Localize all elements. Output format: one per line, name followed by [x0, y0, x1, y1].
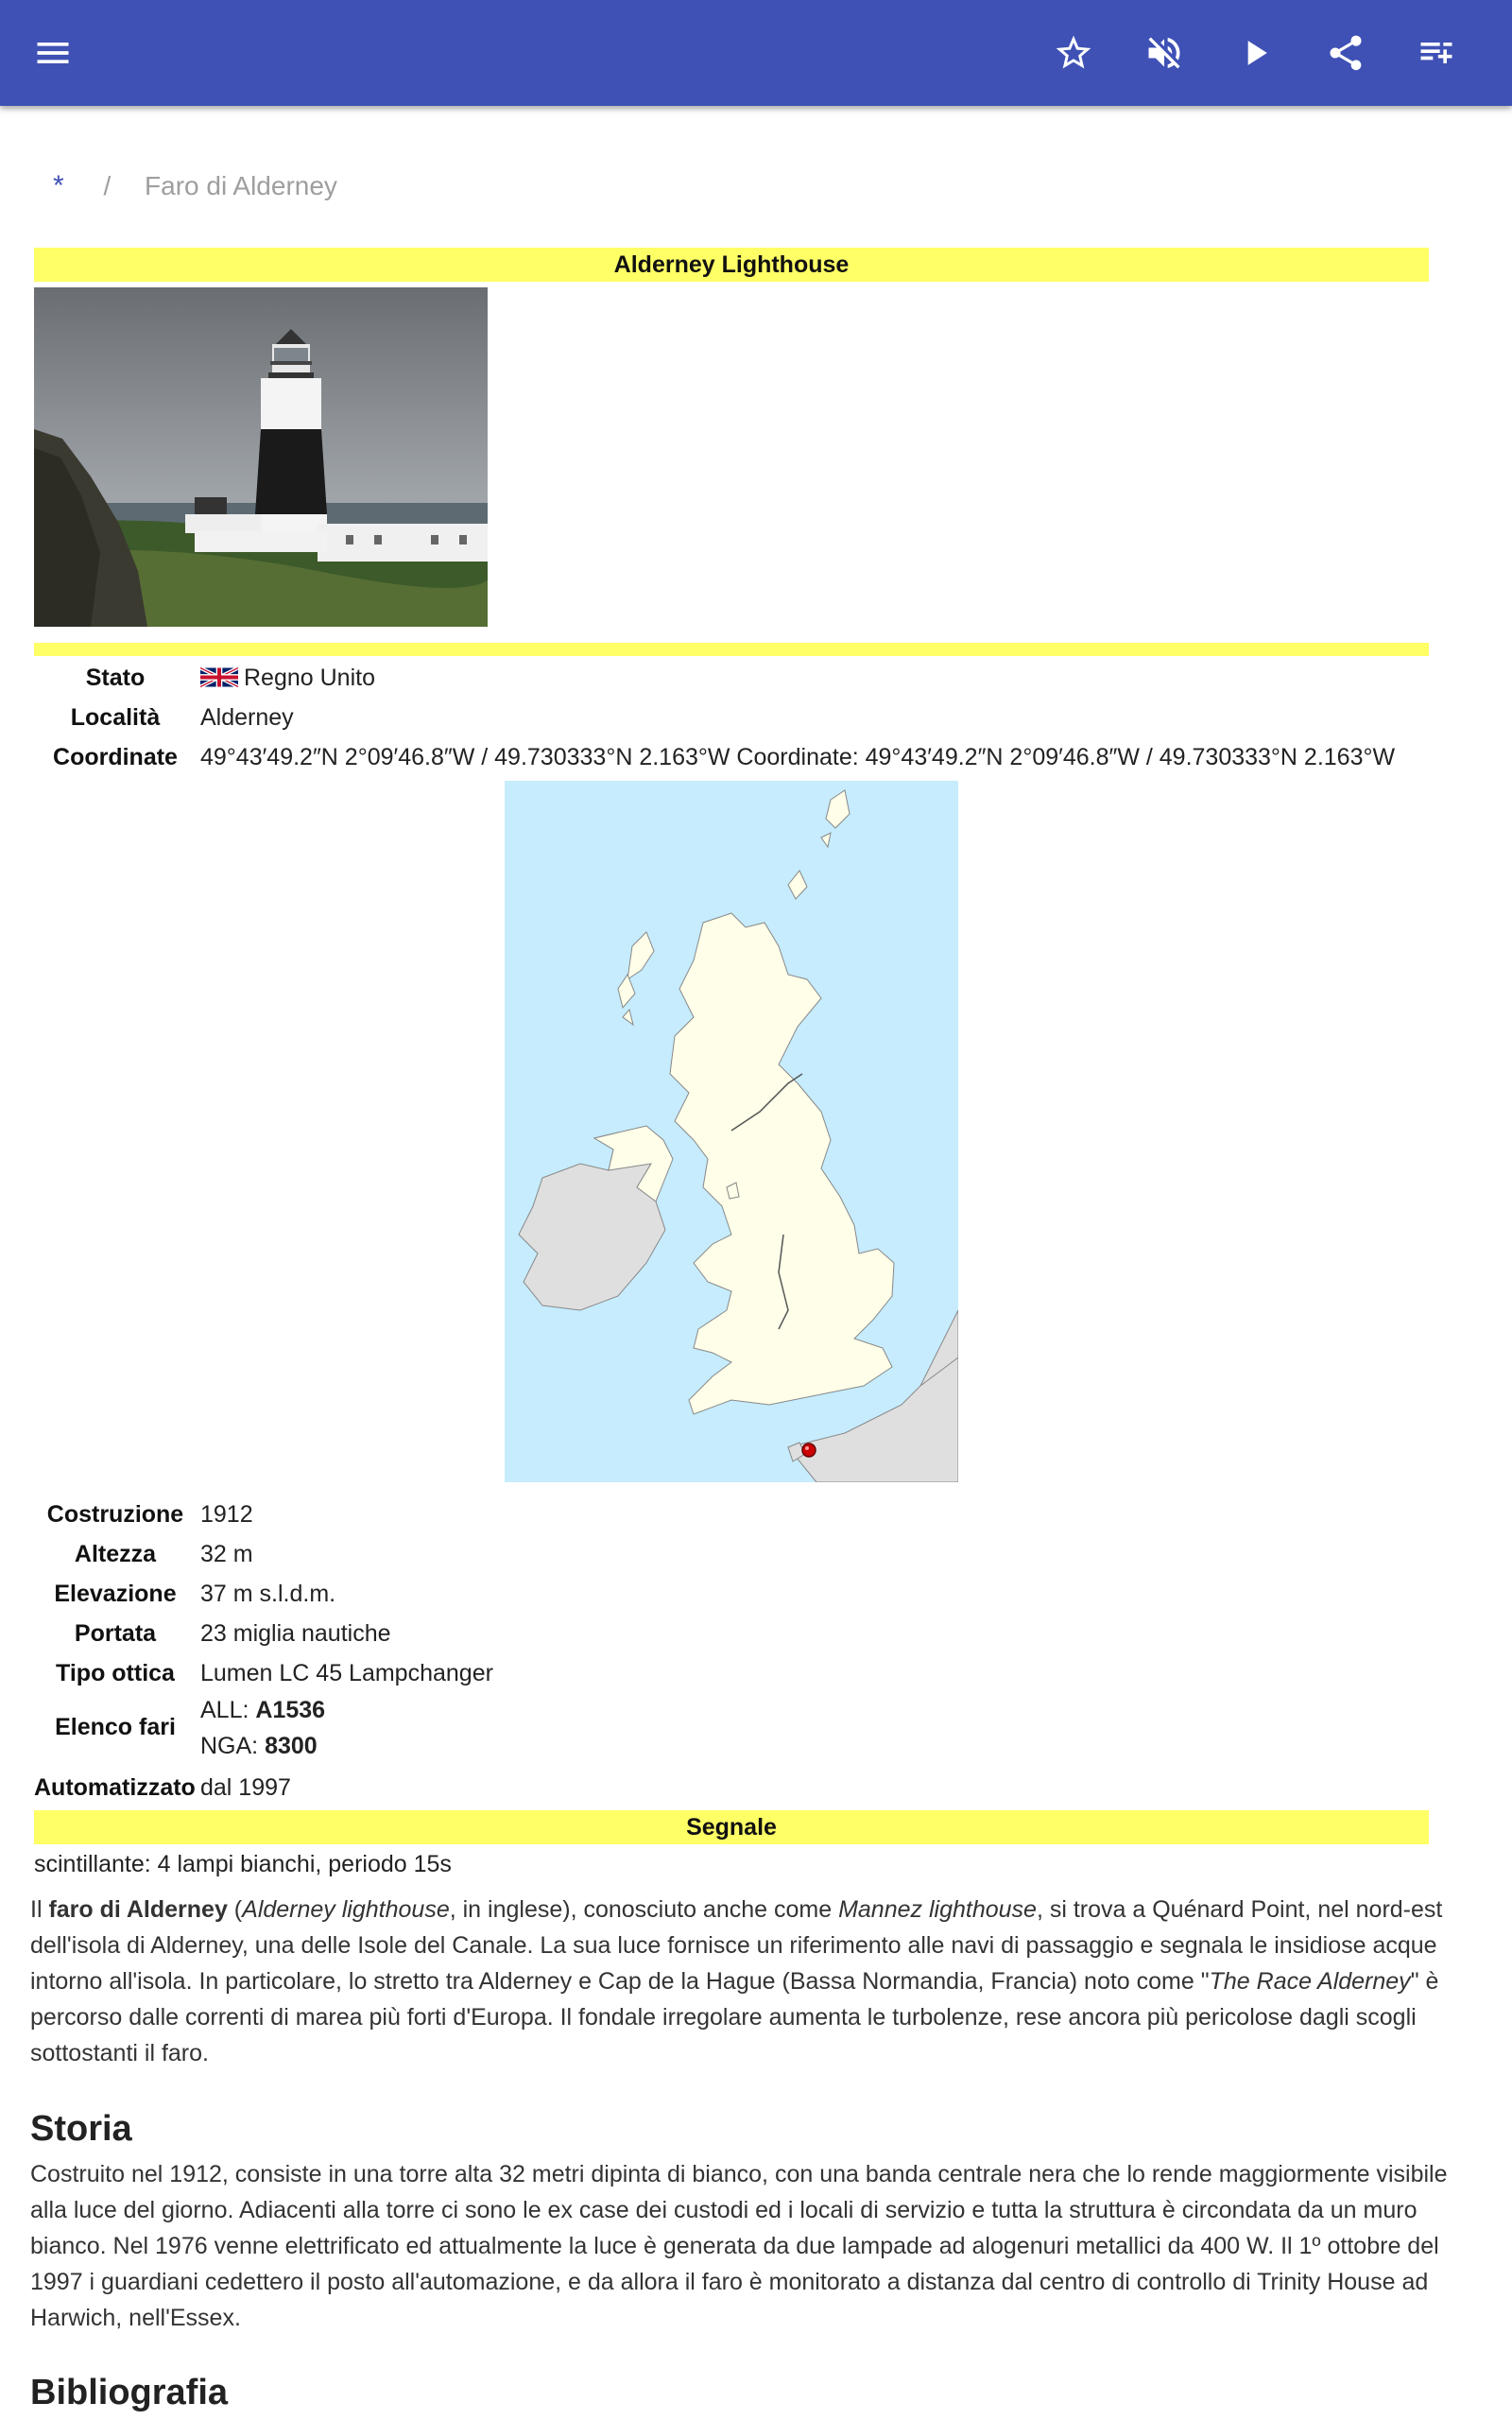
playlist-icon[interactable]	[1410, 26, 1463, 79]
intro-text-5: " è percorso dalle correnti di marea più forti d'Europa. Il fondale irregolare aumenta le turbolenze, rese ancora più pericolose dagli scogli sottostanti il faro.	[30, 1968, 1439, 2066]
elenco-fari-label: Elenco fari	[55, 1714, 176, 1740]
menu-icon[interactable]	[26, 26, 79, 79]
intro-italic-alt-name: Mannez lighthouse	[838, 1896, 1037, 1923]
costruzione-value: 1912	[200, 1501, 253, 1528]
location-map[interactable]	[505, 781, 958, 1482]
intro-text-1: Il	[30, 1896, 49, 1923]
uk-flag-icon	[200, 667, 238, 687]
tipo-ottica-label: Tipo ottica	[56, 1660, 175, 1686]
nga-prefix: NGA:	[200, 1733, 266, 1759]
play-icon[interactable]	[1228, 26, 1281, 79]
segnale-value: scintillante: 4 lampi bianchi, periodo 15s	[34, 1851, 452, 1877]
elevazione-label: Elevazione	[54, 1581, 177, 1607]
intro-italic-english-name: Alderney lighthouse	[242, 1896, 450, 1923]
infobox-title: Alderney Lighthouse	[34, 248, 1429, 282]
stato-value	[200, 665, 375, 692]
all-code: A1536	[255, 1697, 326, 1723]
altezza-value: 32 m	[200, 1541, 253, 1567]
breadcrumb	[53, 170, 337, 202]
storia-heading: Storia	[30, 2109, 132, 2149]
intro-paragraph	[30, 1892, 1486, 2071]
intro-bold-title: faro di Alderney	[48, 1896, 228, 1923]
all-prefix: ALL:	[200, 1697, 256, 1723]
star-outline-icon[interactable]	[1047, 26, 1100, 79]
segnale-header: Segnale	[34, 1810, 1429, 1844]
stato-label: Stato	[85, 665, 146, 691]
elenco-fari-all	[200, 1697, 325, 1724]
coordinate-value[interactable]: 49°43′49.2″N 2°09′46.8″W / 49.730333°N 2.163°W Coordinate: 49°43′49.2″N 2°09′46.8″W / 49.730333°N 2.163°W	[200, 744, 1396, 770]
intro-text-3: , in inglese), conosciuto anche come	[449, 1896, 839, 1923]
elevazione-value[interactable]: 37 m s.l.d.m.	[200, 1581, 336, 1607]
intro-italic-race: The Race Alderney	[1209, 1968, 1411, 1995]
localita-label: Località	[70, 704, 161, 731]
breadcrumb-current: Faro di Alderney	[145, 171, 337, 200]
portata-value: 23 miglia nautiche	[200, 1620, 391, 1647]
storia-paragraph: Costruito nel 1912, consiste in una torre alta 32 metri dipinta di bianco, con una banda centrale nera che lo rende maggiormente visibile alla luce del giorno. Adiacenti alla torre ci sono le ex case dei custodi ed i locali di servizio e tutta la struttura è circondata da un muro bianco. Nel 1976 venne elettrificato ed attualmente la luce è generata da due lampade ad alogenuri metallici da 400 W. Il 1º ottobre del 1997 i guardiani cedettero il posto all'automazione, e da allora il faro è monitorato a distanza dal centro di controllo di Trinity House ad Harwich, nell'Essex.	[30, 2161, 1448, 2331]
bibliografia-heading: Bibliografia	[30, 2373, 229, 2412]
volume-off-icon[interactable]	[1138, 26, 1191, 79]
intro-text-2: (	[227, 1896, 243, 1923]
breadcrumb-separator: /	[103, 171, 112, 200]
costruzione-label: Costruzione	[46, 1501, 184, 1528]
lighthouse-photo[interactable]	[34, 287, 488, 627]
intro-text-4: , si trova a Quénard Point, nel nord-est dell'isola di Alderney, una delle Isole del Canale. La sua luce fornisce un riferimento alle navi di passaggio e segnala le insidiose acque intorno all'isola. In particolare, lo stretto tra Alderney e Cap de la Hague (Bassa Normandia, Francia) noto come "	[30, 1896, 1443, 1995]
app-bar	[0, 0, 1512, 106]
share-icon[interactable]	[1319, 26, 1372, 79]
infobox-separator	[34, 643, 1429, 656]
localita-value[interactable]: Alderney	[200, 704, 294, 731]
coordinate-label: Coordinate	[53, 744, 178, 770]
breadcrumb-home-link[interactable]: *	[53, 170, 64, 201]
automatizzato-value: dal 1997	[200, 1774, 291, 1801]
altezza-label: Altezza	[74, 1541, 157, 1567]
elenco-fari-nga	[200, 1733, 318, 1760]
automatizzato-label: Automatizzato	[34, 1774, 196, 1801]
portata-label: Portata	[74, 1620, 157, 1647]
stato-country[interactable]: Regno Unito	[244, 665, 375, 691]
tipo-ottica-value: Lumen LC 45 Lampchanger	[200, 1660, 493, 1686]
nga-code: 8300	[265, 1733, 318, 1759]
